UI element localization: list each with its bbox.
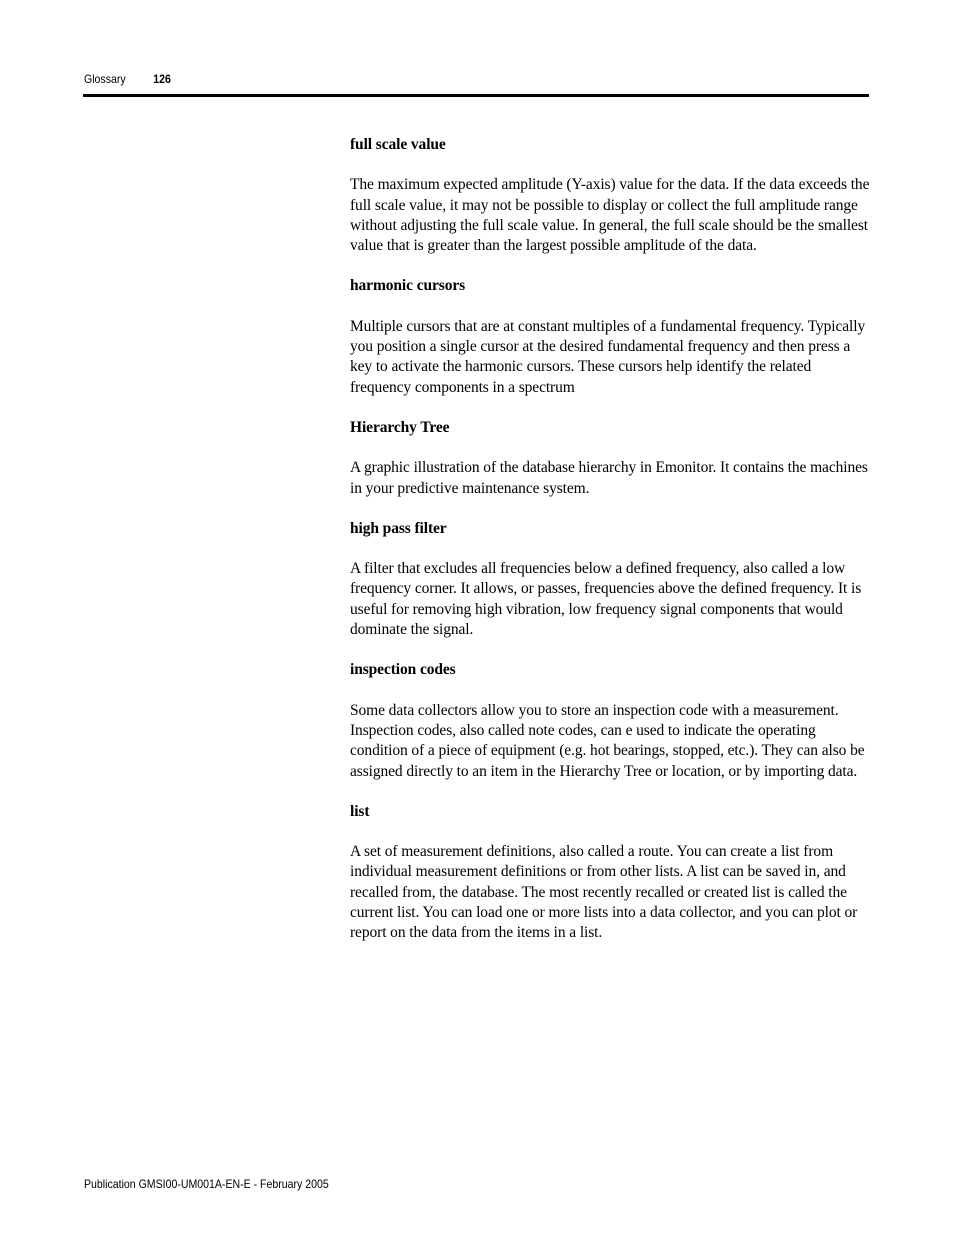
glossary-definition: Multiple cursors that are at constant multiples of a fundamental frequency. Typically you position a single cursor at the desired fundamental frequency and then press a key to activate the harmonic cursors. These cursors help identify the related frequency components in a spectrum [350,317,866,396]
glossary-term: full scale value [350,136,446,153]
glossary-definition: A graphic illustration of the database hierarchy in Emonitor. It contains the machines in your predictive maintenance system. [350,459,868,497]
glossary-definition: A set of measurement definitions, also called a route. You can create a list from individual measurement definitions or from other lists. A list can be saved in, and recalled from, the database. The most recently recalled or created list is called the current list. You can load one or more lists into a data collector, and you can plot or report on the data from the items in a list. [350,843,858,942]
glossary-entry [350,802,870,944]
glossary-entry [350,276,870,397]
glossary-term: harmonic cursors [350,277,466,295]
glossary-content [350,135,870,964]
section-title: Glossary [84,72,126,86]
glossary-term: Hierarchy Tree [350,418,450,436]
glossary-entry [350,519,870,640]
glossary-definition: Some data collectors allow you to store an inspection code with a measurement. Inspection codes, also called note codes, can e used to indicate the operating condition of a piece of equipment (e.g. hot bearings, stopped, etc.). They can also be assigned directly to an item in the Hierarchy Tree or location, or by importing data. [350,701,865,780]
glossary-term: high pass filter [350,519,447,537]
glossary-entry [350,660,870,781]
glossary-term: list [350,802,370,820]
page-number: 126 [153,72,171,86]
glossary-entry [350,418,870,499]
publication-footer: Publication GMSI00-UM001A-EN-E - February 2005 [84,1177,329,1191]
glossary-entry [350,135,870,256]
glossary-term: inspection codes [350,661,456,679]
header-rule [83,94,869,97]
glossary-definition: A filter that excludes all frequencies below a defined frequency, also called a low frequency corner. It allows, or passes, frequencies above the defined frequency. It is useful for removing high vibration, low frequency signal components that would dominate the signal. [350,560,862,639]
glossary-definition: The maximum expected amplitude (Y-axis) value for the data. If the data exceeds the full scale value, it may not be possible to display or collect the full amplitude range without adjusting the full scale value. In general, the full scale should be the smallest value that is greater than the largest possible amplitude of the data. [350,176,870,255]
running-header [84,72,171,86]
